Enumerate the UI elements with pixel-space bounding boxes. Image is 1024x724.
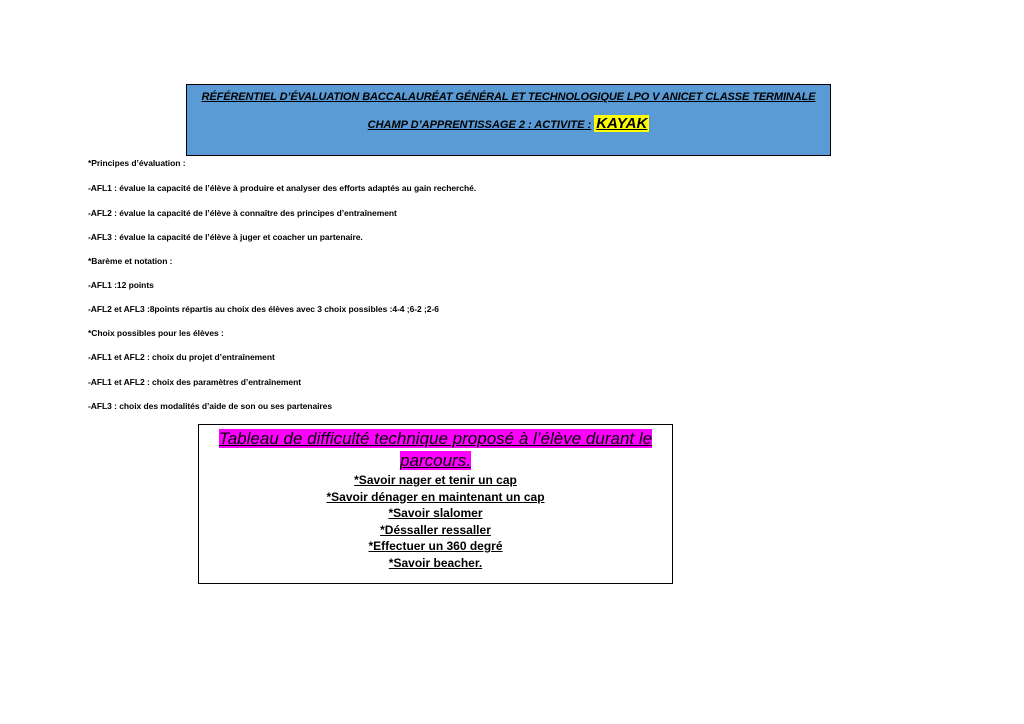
choix-heading: *Choix possibles pour les élèves : [88,328,224,338]
skill-item: *Effectuer un 360 degré [368,539,503,553]
skill-item: *Savoir slalomer [388,506,483,520]
principes-heading: *Principes d’évaluation : [88,158,186,168]
bareme-heading: *Barème et notation : [88,256,173,266]
skills-list [199,472,672,571]
principe-afl1: -AFL1 : évalue la capacité de l’élève à produire et analyser des efforts adaptés au gain recherché. [88,183,477,193]
choix-item-2: -AFL1 et AFL2 : choix des paramètres d’entraînement [88,377,301,387]
skill-item: *Savoir dénager en maintenant un cap [326,489,545,504]
activity-line [187,115,830,132]
skill-item: *Savoir beacher. [388,555,483,570]
difficulty-table [198,424,673,584]
activity-prefix: CHAMP D’APPRENTISSAGE 2 : ACTIVITE : [367,119,592,131]
header-box [186,84,831,156]
choix-item-3: -AFL3 : choix des modalités d’aide de son ou ses partenaires [88,401,333,411]
document-title: RÉFÉRENTIEL D’ÉVALUATION BACCALAURÉAT GÉNÉRAL ET TECHNOLOGIQUE LPO V ANICET CLASSE TERMINALE [201,91,816,103]
skill-item: *Savoir nager et tenir un cap [354,473,517,487]
difficulty-table-title-text: Tableau de difficulté technique proposé à l’élève durant le parcours. [218,429,653,470]
activity-name: KAYAK [596,115,648,132]
principe-afl3: -AFL3 : évalue la capacité de l’élève à juger et coacher un partenaire. [88,232,363,242]
skill-item: *Déssaller ressaller [380,522,491,537]
choix-item-1: -AFL1 et AFL2 : choix du projet d’entraînement [88,352,275,362]
principe-afl2: -AFL2 : évalue la capacité de l’élève à connaître des principes d’entraînement [88,208,397,218]
bareme-afl1: -AFL1 :12 points [88,280,154,290]
difficulty-table-title [207,428,664,472]
bareme-afl2-afl3: -AFL2 et AFL3 :8points répartis au choix des élèves avec 3 choix possibles :4-4 ;6-2 ;2-6 [88,304,439,314]
